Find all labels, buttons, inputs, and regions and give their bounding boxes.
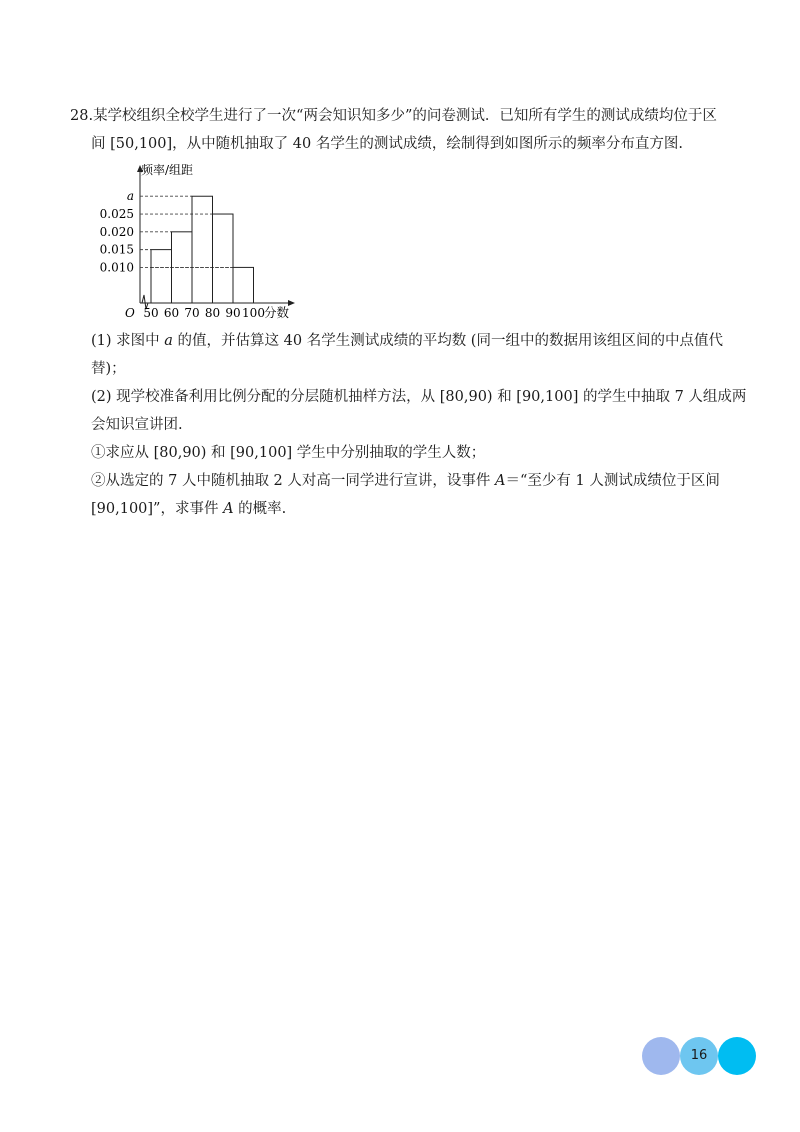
part1-text-b: 的值，并估算这 40 名学生测试成绩的平均数 (同一组中的数据用该组区间的中点值代	[172, 333, 723, 349]
histogram-bar	[233, 267, 254, 303]
question-number: 28.	[70, 108, 94, 124]
frequency-histogram	[95, 160, 305, 325]
xtick-label: 90	[225, 306, 241, 320]
chart-xlabel: 分数	[264, 305, 290, 320]
part2-sub2-text-d: 的概率.	[233, 501, 287, 517]
x-axis-arrow	[288, 300, 295, 306]
chart-ylabel: 频率/组距	[141, 163, 194, 177]
chart-xtick-labels	[143, 306, 265, 320]
chart-bars	[151, 196, 254, 303]
question-line-1	[70, 106, 717, 126]
ytick-label: 0.020	[99, 224, 134, 239]
part1-variable: a	[164, 333, 173, 349]
question-text-1: 某学校组织全校学生进行了一次“两会知识知多少”的问卷测试．已知所有学生的测试成绩均位于区	[93, 108, 717, 124]
page-number: 16	[690, 1048, 708, 1063]
part2-sub2-text-a: ②从选定的 7 人中随机抽取 2 人对高一同学进行宣讲，设事件	[91, 473, 495, 489]
part2-sub2-line-2	[91, 499, 286, 519]
xtick-label: 50	[143, 306, 159, 320]
event-variable: A	[495, 473, 506, 489]
part1-line-2: 替)；	[91, 361, 126, 377]
part2-sub1: ①求应从 [80,90) 和 [90,100] 学生中分别抽取的学生人数；	[91, 445, 486, 461]
chart-ytick-labels	[100, 189, 134, 274]
part2-sub2-text-b: ＝“至少有 1 人测试成绩位于区间	[505, 473, 720, 489]
part2-line-1: (2) 现学校准备利用比例分配的分层随机抽样方法，从 [80,90) 和 [90,100] 的学生中抽取 7 人组成两	[91, 389, 747, 405]
part1-line-1	[91, 331, 723, 351]
histogram-bar	[151, 250, 172, 303]
xtick-label: 60	[163, 306, 180, 320]
ytick-label: 0.025	[99, 207, 134, 222]
part2-sub2-text-c: [90,100]”，求事件	[91, 501, 224, 517]
ytick-label: a	[126, 189, 134, 204]
page-badge-right	[718, 1037, 756, 1075]
part2-sub2-line-1	[91, 471, 720, 491]
part2-line-2: 会知识宣讲团.	[91, 417, 183, 433]
event-variable-2: A	[223, 501, 234, 517]
page-badge-left	[642, 1037, 680, 1075]
question-line-2: 间 [50,100]，从中随机抽取了 40 名学生的测试成绩，绘制得到如图所示的频率分布直方图.	[91, 136, 683, 152]
ytick-label: 0.010	[99, 260, 134, 275]
xtick-label: 100	[242, 306, 265, 320]
xtick-label: 80	[204, 306, 221, 320]
chart-origin-label: O	[125, 306, 135, 320]
histogram-bar	[192, 196, 213, 303]
ytick-label: 0.015	[99, 242, 134, 257]
chart-axes	[137, 165, 295, 309]
xtick-label: 70	[184, 306, 200, 320]
histogram-bar	[213, 214, 234, 303]
part1-text-a: (1) 求图中	[91, 333, 165, 349]
